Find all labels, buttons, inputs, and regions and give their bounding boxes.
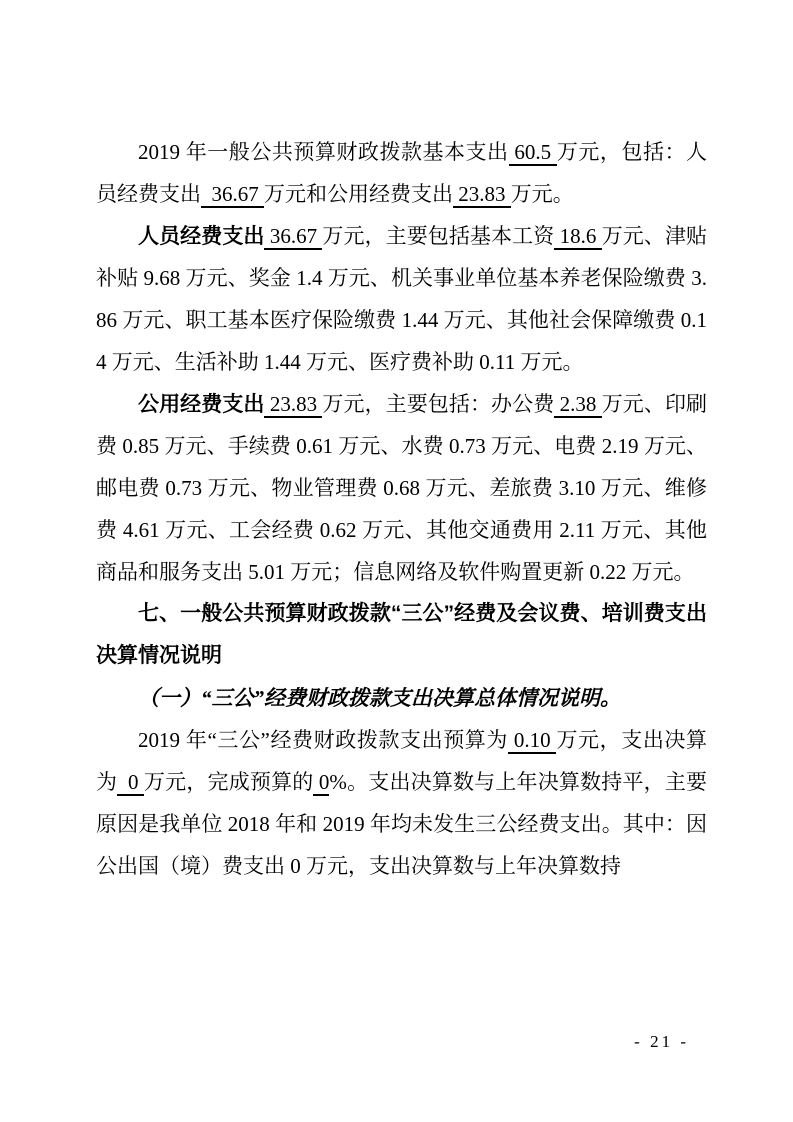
underlined-value: 0 (117, 770, 144, 794)
underlined-value: 23.83 (453, 182, 511, 206)
text-run: 万元、印刷费 0.85 万元、手续费 0.61 万元、水费 0.73 万元、电费 2.19 万元、邮电费 0.73 万元、物业管理费 0.68 万元、差旅费 3.10 万元、维修费 4.61 万元、工会经费 0.62 万元、其他交通费用 2.11 万元、其他商品和服务支出 5.01 万元；信息网络及软件购置更新 0.22 万元。 (96, 392, 708, 584)
underlined-value: 2.38 (554, 392, 602, 416)
text-run: 万元，完成预算的 (144, 770, 314, 794)
text-run: 万元，包括：人员经费支出 (96, 140, 708, 206)
para-personnel-expenses (96, 215, 707, 383)
text-run: 万元，支出决 (556, 728, 687, 752)
text-run: 七、一般公共预算财政拨款“三公”经费及会议费、培训费支出决算情况说明 (96, 602, 707, 667)
text-run: （一）“三公”经费财政拨款支出决算总体情况说明。 (138, 686, 621, 710)
para-public-expenses (96, 383, 707, 593)
text-run: 2019 年“三公”经费财政拨款支出预算为 (138, 728, 508, 752)
text-run: 万元和公用经费支出 (264, 182, 453, 206)
subheading-three-public-overview (96, 677, 707, 719)
para-three-public-details (96, 719, 707, 887)
underlined-value: 36.67 (264, 224, 323, 248)
underlined-value: 23.83 (264, 392, 323, 416)
page-number: - 21 - (634, 1032, 689, 1051)
underlined-value: 0.10 (508, 728, 557, 752)
document-body (96, 131, 707, 887)
underlined-value: 18.6 (554, 224, 602, 248)
text-run: 2019 年一般公共预算财政拨款基本支出 (138, 140, 509, 164)
text-run: 万元，主要包括基本工资 (322, 224, 555, 248)
text-run: 万元、津贴补贴 9.68 万元、奖金 1.4 万元、机关事业单位基本养老保险缴费 3.86 万元、职工基本医疗保险缴费 1.44 万元、其他社会保障缴费 0.14 万元、生活补助 1.44 万元、医疗费补助 0.11 万元。 (96, 224, 708, 374)
bold-term: 人员经费支出 (138, 224, 265, 248)
para-basic-expenditure-summary (96, 131, 707, 215)
heading-section-7 (96, 593, 707, 677)
underlined-value: 60.5 (508, 140, 557, 164)
text-run: 算为 (96, 728, 708, 794)
text-run: 万元，主要包括：办公费 (322, 392, 555, 416)
bold-term: 公用经费支出 (138, 392, 265, 416)
underlined-value: 0 (313, 770, 330, 794)
text-run: %。支出决算数与上年决算数持平，主要原因是我单位 2018 年和 2019 年均未发生三公经费支出。其中：因公出国（境）费支出 0 万元，支出决算数与上年决算数持 (96, 770, 708, 878)
underlined-value: 36.67 (201, 182, 264, 206)
text-run: 万元。 (510, 182, 574, 206)
